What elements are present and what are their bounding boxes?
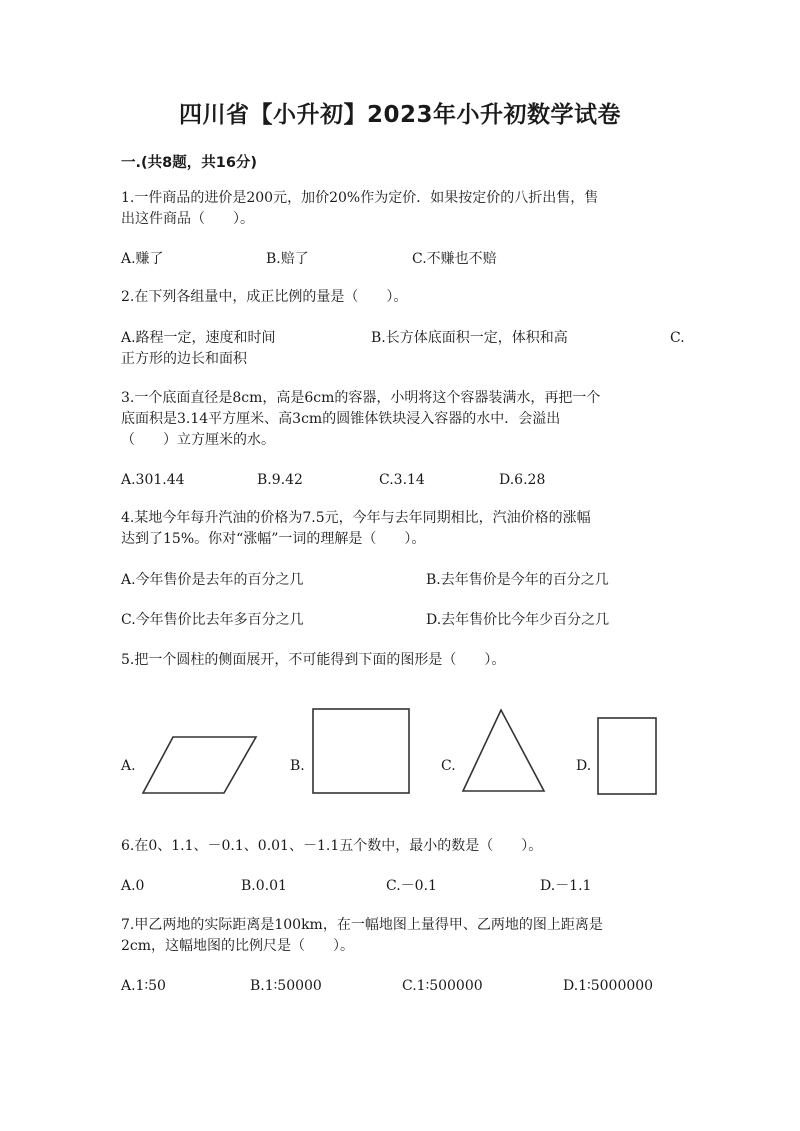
question-4-option-c: C.今年售价比去年多百分之几 [121,612,304,628]
figure-label-b: B. [290,758,305,774]
question-6-line-1: 6.在0、1.1、－0.1、0.01、－1.1五个数中，最小的数是（ ）。 [121,838,543,854]
question-4-option-a: A.今年售价是去年的百分之几 [121,572,304,588]
question-2 [121,287,686,308]
question-3-line-3: （ ）立方厘米的水。 [121,432,275,448]
question-2-option-b: B.长方体底面积一定，体积和高 [371,330,568,346]
triangle-figure [460,707,548,795]
question-4-line-1: 4.某地今年每升汽油的价格为7.5元，今年与去年同期相比，汽油价格的涨幅 [121,510,591,526]
page-title: 四川省【小升初】2023年小升初数学试卷 [178,102,621,128]
question-2-line-1: 2.在下列各组量中，成正比例的量是（ ）。 [121,289,408,305]
question-2-option-c: C. [670,330,685,346]
question-3-option-a: A.301.44 [121,472,185,488]
question-6 [121,836,686,857]
section-heading: 一.(共8题，共16分) [121,155,258,171]
question-7 [121,915,686,957]
question-3-line-2: 底面积是3.14平方厘米、高3cm的圆锥体铁块浸入容器的水中．会溢出 [121,411,561,427]
question-6-option-b: B.0.01 [241,878,287,894]
question-7-line-1: 7.甲乙两地的实际距离是100km，在一幅地图上量得甲、乙两地的图上距离是 [121,917,603,933]
figure-label-c: C. [441,758,456,774]
tall-rectangle-figure [596,716,658,796]
question-7-option-a: A.1∶50 [121,978,166,994]
question-1-option-a: A.赚了 [121,251,164,267]
question-3 [121,388,686,451]
question-3-option-c: C.3.14 [379,472,425,488]
question-1 [121,188,686,230]
parallelogram-figure [140,734,260,796]
question-4-option-d: D.去年售价比今年少百分之几 [426,612,610,628]
question-4 [121,508,686,550]
question-7-option-d: D.1∶5000000 [563,978,654,994]
question-4-line-2: 达到了15%。你对“涨幅”一词的理解是（ ）。 [121,531,426,547]
question-1-line-1: 1.一件商品的进价是200元，加价20%作为定价．如果按定价的八折出售，售 [121,190,599,206]
question-4-option-b: B.去年售价是今年的百分之几 [426,572,609,588]
question-6-option-c: C.－0.1 [386,878,437,894]
question-5 [121,650,686,671]
question-3-line-1: 3.一个底面直径是8cm，高是6cm的容器，小明将这个容器装满水，再把一个 [121,390,601,406]
question-3-option-d: D.6.28 [499,472,546,488]
rectangle-figure [311,707,411,795]
question-1-line-2: 出这件商品（ ）。 [121,211,254,227]
question-7-option-b: B.1∶50000 [250,978,322,994]
figure-label-a: A. [121,758,136,774]
figure-label-d: D. [576,758,592,774]
question-3-option-b: B.9.42 [257,472,303,488]
question-1-option-b: B.赔了 [266,251,309,267]
question-6-option-a: A.0 [121,878,145,894]
question-5-line-1: 5.把一个圆柱的侧面展开，不可能得到下面的图形是（ ）。 [121,652,506,668]
question-2-option-a: A.路程一定，速度和时间 [121,330,276,346]
question-2-option-c-continued: 正方形的边长和面积 [121,351,247,367]
question-7-option-c: C.1∶500000 [402,978,483,994]
question-6-option-d: D.－1.1 [540,878,592,894]
question-7-line-2: 2cm，这幅地图的比例尺是（ ）。 [121,938,355,954]
question-1-option-c: C.不赚也不赔 [412,251,497,267]
